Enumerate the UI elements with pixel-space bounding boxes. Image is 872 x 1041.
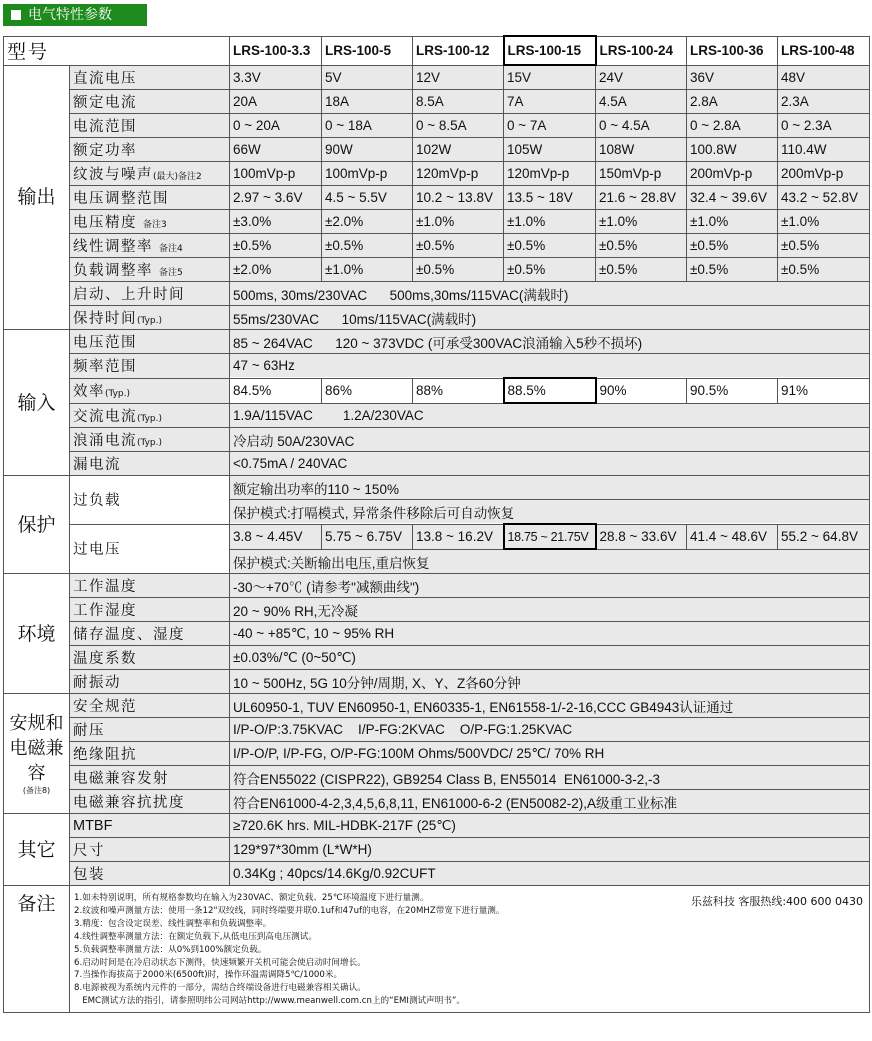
category-safety-label: 安规和电磁兼容 — [9, 713, 64, 784]
cell-value: 0 ~ 20A — [230, 114, 322, 138]
cell-value: 43.2 ~ 52.8V — [778, 186, 870, 210]
row-safety-standards — [4, 694, 870, 718]
cell-value: ±0.5% — [504, 258, 596, 282]
cell-value: ±1.0% — [413, 210, 504, 234]
row-hold-time — [4, 306, 870, 330]
cell-value: 110.4W — [778, 138, 870, 162]
cell-value: 12V — [413, 65, 504, 90]
notes-content — [70, 886, 870, 1013]
note-line: EMC测试方法的指引，请参照明纬公司网站http://www.meanwell.com.cn上的“EMI测试声明书”。 — [74, 996, 465, 1007]
cell-value: ±1.0% — [778, 210, 870, 234]
row-label: 电压范围 — [70, 330, 230, 354]
cell-value: 13.8 ~ 16.2V — [413, 524, 504, 549]
row-temp-coeff — [4, 646, 870, 670]
cell-value: 20 ~ 90% RH,无冷凝 — [230, 598, 870, 622]
cell-value: 48V — [778, 65, 870, 90]
label-text: 浪涌电流 — [73, 433, 137, 449]
row-ripple — [4, 162, 870, 186]
row-emc-immunity — [4, 790, 870, 814]
cell-value: 0 ~ 18A — [322, 114, 413, 138]
cell-value: 7A — [504, 90, 596, 114]
cell-value: 129*97*30mm (L*W*H) — [230, 838, 870, 862]
row-label: 频率范围 — [70, 354, 230, 379]
row-work-humidity — [4, 598, 870, 622]
cell-value: 0 ~ 8.5A — [413, 114, 504, 138]
note-line: 3.精度：包含设定误差、线性调整率和负载调整率。 — [74, 918, 272, 929]
label-text: 保持时间 — [73, 311, 137, 327]
row-label: 包装 — [70, 862, 230, 886]
cell-value: -30～+70℃ (请参考"减额曲线") — [230, 574, 870, 598]
row-label: 额定功率 — [70, 138, 230, 162]
row-label: 储存温度、湿度 — [70, 622, 230, 646]
spec-table — [3, 35, 870, 1013]
row-label: MTBF — [70, 814, 230, 838]
row-vibration — [4, 670, 870, 694]
cell-value: 47 ~ 63Hz — [230, 354, 870, 379]
cell-value: 100mVp-p — [322, 162, 413, 186]
row-label — [70, 306, 230, 330]
note-line: 5.负载调整率测量方法：从0%到100%额定负载。 — [74, 944, 267, 955]
row-label: 电磁兼容发射 — [70, 766, 230, 790]
label-text: 负载调整率 — [73, 263, 153, 279]
label-note: 备注3 — [143, 220, 167, 230]
note-line: 7.当操作海拔高于2000米(6500ft)时，操作环温需调降5℃/1000米。 — [74, 970, 343, 981]
row-leakage — [4, 452, 870, 476]
cell-value: ±1.0% — [322, 258, 413, 282]
row-dimension — [4, 838, 870, 862]
cell-value: 13.5 ~ 18V — [504, 186, 596, 210]
row-rated-current — [4, 90, 870, 114]
cell-value: 5.75 ~ 6.75V — [322, 524, 413, 549]
cell-value: 符合EN55022 (CISPR22), GB9254 Class B, EN55014 EN61000-3-2,-3 — [230, 766, 870, 790]
label-sub: (Typ.) — [105, 389, 131, 399]
category-input: 输入 — [4, 330, 70, 476]
cell-value: 105W — [504, 138, 596, 162]
row-frequency — [4, 354, 870, 379]
label-sub: (最大)备注2 — [153, 172, 202, 182]
row-label: 电流范围 — [70, 114, 230, 138]
cell-value: I/P-O/P, I/P-FG, O/P-FG:100M Ohms/500VDC/ 25℃/ 70% RH — [230, 742, 870, 766]
cell-value: 保护模式:关断输出电压,重启恢复 — [230, 549, 870, 574]
label-note: 备注5 — [159, 268, 183, 278]
note-line: 4.线性调整率测量方法：在额定负载下,从低电压到高电压测试。 — [74, 931, 317, 942]
cell-value: 10 ~ 500Hz, 5G 10分钟/周期, X、Y、Z各60分钟 — [230, 670, 870, 694]
cell-value: 3.3V — [230, 65, 322, 90]
cell-value: 500ms, 30ms/230VAC 500ms,30ms/115VAC(满载时) — [230, 282, 870, 306]
row-label: 漏电流 — [70, 452, 230, 476]
row-label: 工作湿度 — [70, 598, 230, 622]
cell-value: -40 ~ +85℃, 10 ~ 95% RH — [230, 622, 870, 646]
label-text: 交流电流 — [73, 408, 137, 425]
cell-value: ±3.0% — [230, 210, 322, 234]
row-storage — [4, 622, 870, 646]
row-label: 耐压 — [70, 718, 230, 742]
model-header: LRS-100-48 — [778, 36, 870, 65]
row-mtbf — [4, 814, 870, 838]
cell-value: ≥720.6K hrs. MIL-HDBK-217F (25℃) — [230, 814, 870, 838]
cell-value: 0 ~ 4.5A — [596, 114, 687, 138]
cell-value: 88% — [413, 378, 504, 403]
cell-value: 1.9A/115VAC 1.2A/230VAC — [230, 403, 870, 428]
cell-value: 符合EN61000-4-2,3,4,5,6,8,11, EN61000-6-2 (EN50082-2),A级重工业标准 — [230, 790, 870, 814]
header-row — [4, 36, 870, 65]
cell-value: 额定输出功率的110 ~ 150% — [230, 476, 870, 500]
cell-value: 150mVp-p — [596, 162, 687, 186]
label-sub: (Typ.) — [137, 413, 163, 424]
label-note: 备注4 — [159, 244, 183, 254]
model-header: LRS-100-3.3 — [230, 36, 322, 65]
cell-value: 18A — [322, 90, 413, 114]
cell-value: 85 ~ 264VAC 120 ~ 373VDC (可承受300VAC浪涌输入5秒不损坏) — [230, 330, 870, 354]
cell-value: 100mVp-p — [230, 162, 322, 186]
row-label — [70, 258, 230, 282]
category-environment: 环境 — [4, 574, 70, 694]
cell-value: 90W — [322, 138, 413, 162]
cell-value: 108W — [596, 138, 687, 162]
row-work-temp — [4, 574, 870, 598]
cell-value: 0 ~ 2.8A — [687, 114, 778, 138]
cell-value: 0.34Kg ; 40pcs/14.6Kg/0.92CUFT — [230, 862, 870, 886]
cell-value: 4.5A — [596, 90, 687, 114]
cell-value: 冷启动 50A/230VAC — [230, 428, 870, 452]
section-title-bar — [3, 4, 147, 26]
row-voltage-adj — [4, 186, 870, 210]
cell-value: I/P-O/P:3.75KVAC I/P-FG:2KVAC O/P-FG:1.25KVAC — [230, 718, 870, 742]
label-sub: (Typ.) — [137, 316, 163, 326]
cell-value: ±0.5% — [778, 258, 870, 282]
cell-value: <0.75mA / 240VAC — [230, 452, 870, 476]
cell-value: ±1.0% — [687, 210, 778, 234]
cell-value: ±0.5% — [687, 234, 778, 258]
cell-value: ±0.5% — [413, 234, 504, 258]
row-overvoltage-1 — [4, 524, 870, 549]
row-load-regulation — [4, 258, 870, 282]
row-label — [70, 428, 230, 452]
row-label — [70, 210, 230, 234]
square-icon — [11, 10, 21, 20]
cell-value: ±0.5% — [230, 234, 322, 258]
cell-value: 0 ~ 7A — [504, 114, 596, 138]
model-header: LRS-100-36 — [687, 36, 778, 65]
row-voltage-tolerance — [4, 210, 870, 234]
cell-value: 0 ~ 2.3A — [778, 114, 870, 138]
cell-value: 21.6 ~ 28.8V — [596, 186, 687, 210]
cell-value: 2.8A — [687, 90, 778, 114]
cell-value: 200mVp-p — [687, 162, 778, 186]
row-label: 电压调整范围 — [70, 186, 230, 210]
cell-value: 5V — [322, 65, 413, 90]
cell-value: 102W — [413, 138, 504, 162]
cell-value: ±1.0% — [596, 210, 687, 234]
cell-value: 84.5% — [230, 378, 322, 403]
row-label — [70, 378, 230, 403]
cell-value: 100.8W — [687, 138, 778, 162]
row-label: 过负载 — [70, 476, 230, 525]
cell-value: 91% — [778, 378, 870, 403]
row-label: 安全规范 — [70, 694, 230, 718]
note-line: 1.如未特别说明，所有规格参数均在输入为230VAC、额定负载、25℃环境温度下进行量测。 — [74, 893, 429, 903]
cell-value: 200mVp-p — [778, 162, 870, 186]
cell-value: 18.75 ~ 21.75V — [504, 524, 596, 549]
row-isolation — [4, 742, 870, 766]
cell-value: 88.5% — [504, 378, 596, 403]
cell-value: ±2.0% — [230, 258, 322, 282]
row-label — [70, 403, 230, 428]
category-safety-note: (备注8) — [22, 786, 51, 795]
cell-value: 66W — [230, 138, 322, 162]
cell-value: ±0.5% — [322, 234, 413, 258]
row-withstand — [4, 718, 870, 742]
cell-value: 10.2 ~ 13.8V — [413, 186, 504, 210]
cell-value: ±0.5% — [596, 234, 687, 258]
note-line: 8.电源被视为系统内元件的一部分，需结合终端设备进行电磁兼容相关确认。 — [74, 983, 366, 994]
cell-value: 90.5% — [687, 378, 778, 403]
label-sub: (Typ.) — [137, 438, 163, 448]
category-protection: 保护 — [4, 476, 70, 574]
cell-value: 36V — [687, 65, 778, 90]
cell-value: ±1.0% — [504, 210, 596, 234]
row-label: 过电压 — [70, 524, 230, 574]
label-text: 电压精度 — [73, 215, 137, 231]
row-label: 温度系数 — [70, 646, 230, 670]
cell-value: ±0.5% — [504, 234, 596, 258]
note-line: 6.启动时间是在冷启动状态下测得，快速频繁开关机可能会使启动时间增长。 — [74, 957, 366, 968]
cell-value: 55ms/230VAC 10ms/115VAC(满载时) — [230, 306, 870, 330]
cell-value: 2.97 ~ 3.6V — [230, 186, 322, 210]
cell-value: 15V — [504, 65, 596, 90]
cell-value: 20A — [230, 90, 322, 114]
cell-value: 2.3A — [778, 90, 870, 114]
row-label: 直流电压 — [70, 65, 230, 90]
row-label: 额定电流 — [70, 90, 230, 114]
model-header: LRS-100-12 — [413, 36, 504, 65]
row-line-regulation — [4, 234, 870, 258]
section-title: 电气特性参数 — [28, 7, 112, 23]
row-label: 电磁兼容抗扰度 — [70, 790, 230, 814]
category-safety — [4, 694, 70, 814]
cell-value: 120mVp-p — [504, 162, 596, 186]
row-label — [70, 162, 230, 186]
model-label: 型号 — [4, 36, 230, 65]
row-notes — [4, 886, 870, 1013]
cell-value: 4.5 ~ 5.5V — [322, 186, 413, 210]
cell-value: ±2.0% — [322, 210, 413, 234]
cell-value: ±0.5% — [596, 258, 687, 282]
cell-value: 120mVp-p — [413, 162, 504, 186]
row-label: 工作温度 — [70, 574, 230, 598]
row-label: 耐振动 — [70, 670, 230, 694]
cell-value: 24V — [596, 65, 687, 90]
row-label: 启动、上升时间 — [70, 282, 230, 306]
category-output: 输出 — [4, 65, 70, 330]
model-header: LRS-100-5 — [322, 36, 413, 65]
cell-value: ±0.5% — [687, 258, 778, 282]
cell-value: ±0.5% — [413, 258, 504, 282]
cell-value: 90% — [596, 378, 687, 403]
cell-value: 32.4 ~ 39.6V — [687, 186, 778, 210]
row-inrush — [4, 428, 870, 452]
row-packing — [4, 862, 870, 886]
label-text: 线性调整率 — [73, 239, 153, 255]
row-ac-current — [4, 403, 870, 428]
model-header: LRS-100-24 — [596, 36, 687, 65]
cell-value: 28.8 ~ 33.6V — [596, 524, 687, 549]
row-input-voltage — [4, 330, 870, 354]
cell-value: 8.5A — [413, 90, 504, 114]
hotline-text: 乐兹科技 客服热线:400 600 0430 — [690, 895, 864, 908]
row-label: 尺寸 — [70, 838, 230, 862]
cell-value: 41.4 ~ 48.6V — [687, 524, 778, 549]
row-rated-power — [4, 138, 870, 162]
row-current-range — [4, 114, 870, 138]
cell-value: 55.2 ~ 64.8V — [778, 524, 870, 549]
cell-value: 86% — [322, 378, 413, 403]
row-setup-time — [4, 282, 870, 306]
model-header-highlighted: LRS-100-15 — [504, 36, 596, 65]
label-text: 效率 — [73, 384, 105, 400]
row-label — [70, 234, 230, 258]
category-notes: 备注 — [4, 886, 70, 1013]
cell-value: 3.8 ~ 4.45V — [230, 524, 322, 549]
row-overload-1 — [4, 476, 870, 500]
category-other: 其它 — [4, 814, 70, 886]
row-dc-voltage — [4, 65, 870, 90]
row-label: 绝缘阻抗 — [70, 742, 230, 766]
cell-value: 保护模式:打嗝模式, 异常条件移除后可自动恢复 — [230, 500, 870, 525]
note-line: 2.纹波和噪声测量方法：使用一条12"双绞线，同时终端要并联0.1uf和47uf的电容，在20MHZ带宽下进行量测。 — [74, 905, 505, 916]
label-text: 纹波与噪声 — [73, 167, 153, 183]
cell-value: ±0.5% — [778, 234, 870, 258]
cell-value: UL60950-1, TUV EN60950-1, EN60335-1, EN61558-1/-2-16,CCC GB4943认证通过 — [230, 694, 870, 718]
cell-value: ±0.03%/℃ (0~50℃) — [230, 646, 870, 670]
row-emc-emission — [4, 766, 870, 790]
row-efficiency — [4, 378, 870, 403]
